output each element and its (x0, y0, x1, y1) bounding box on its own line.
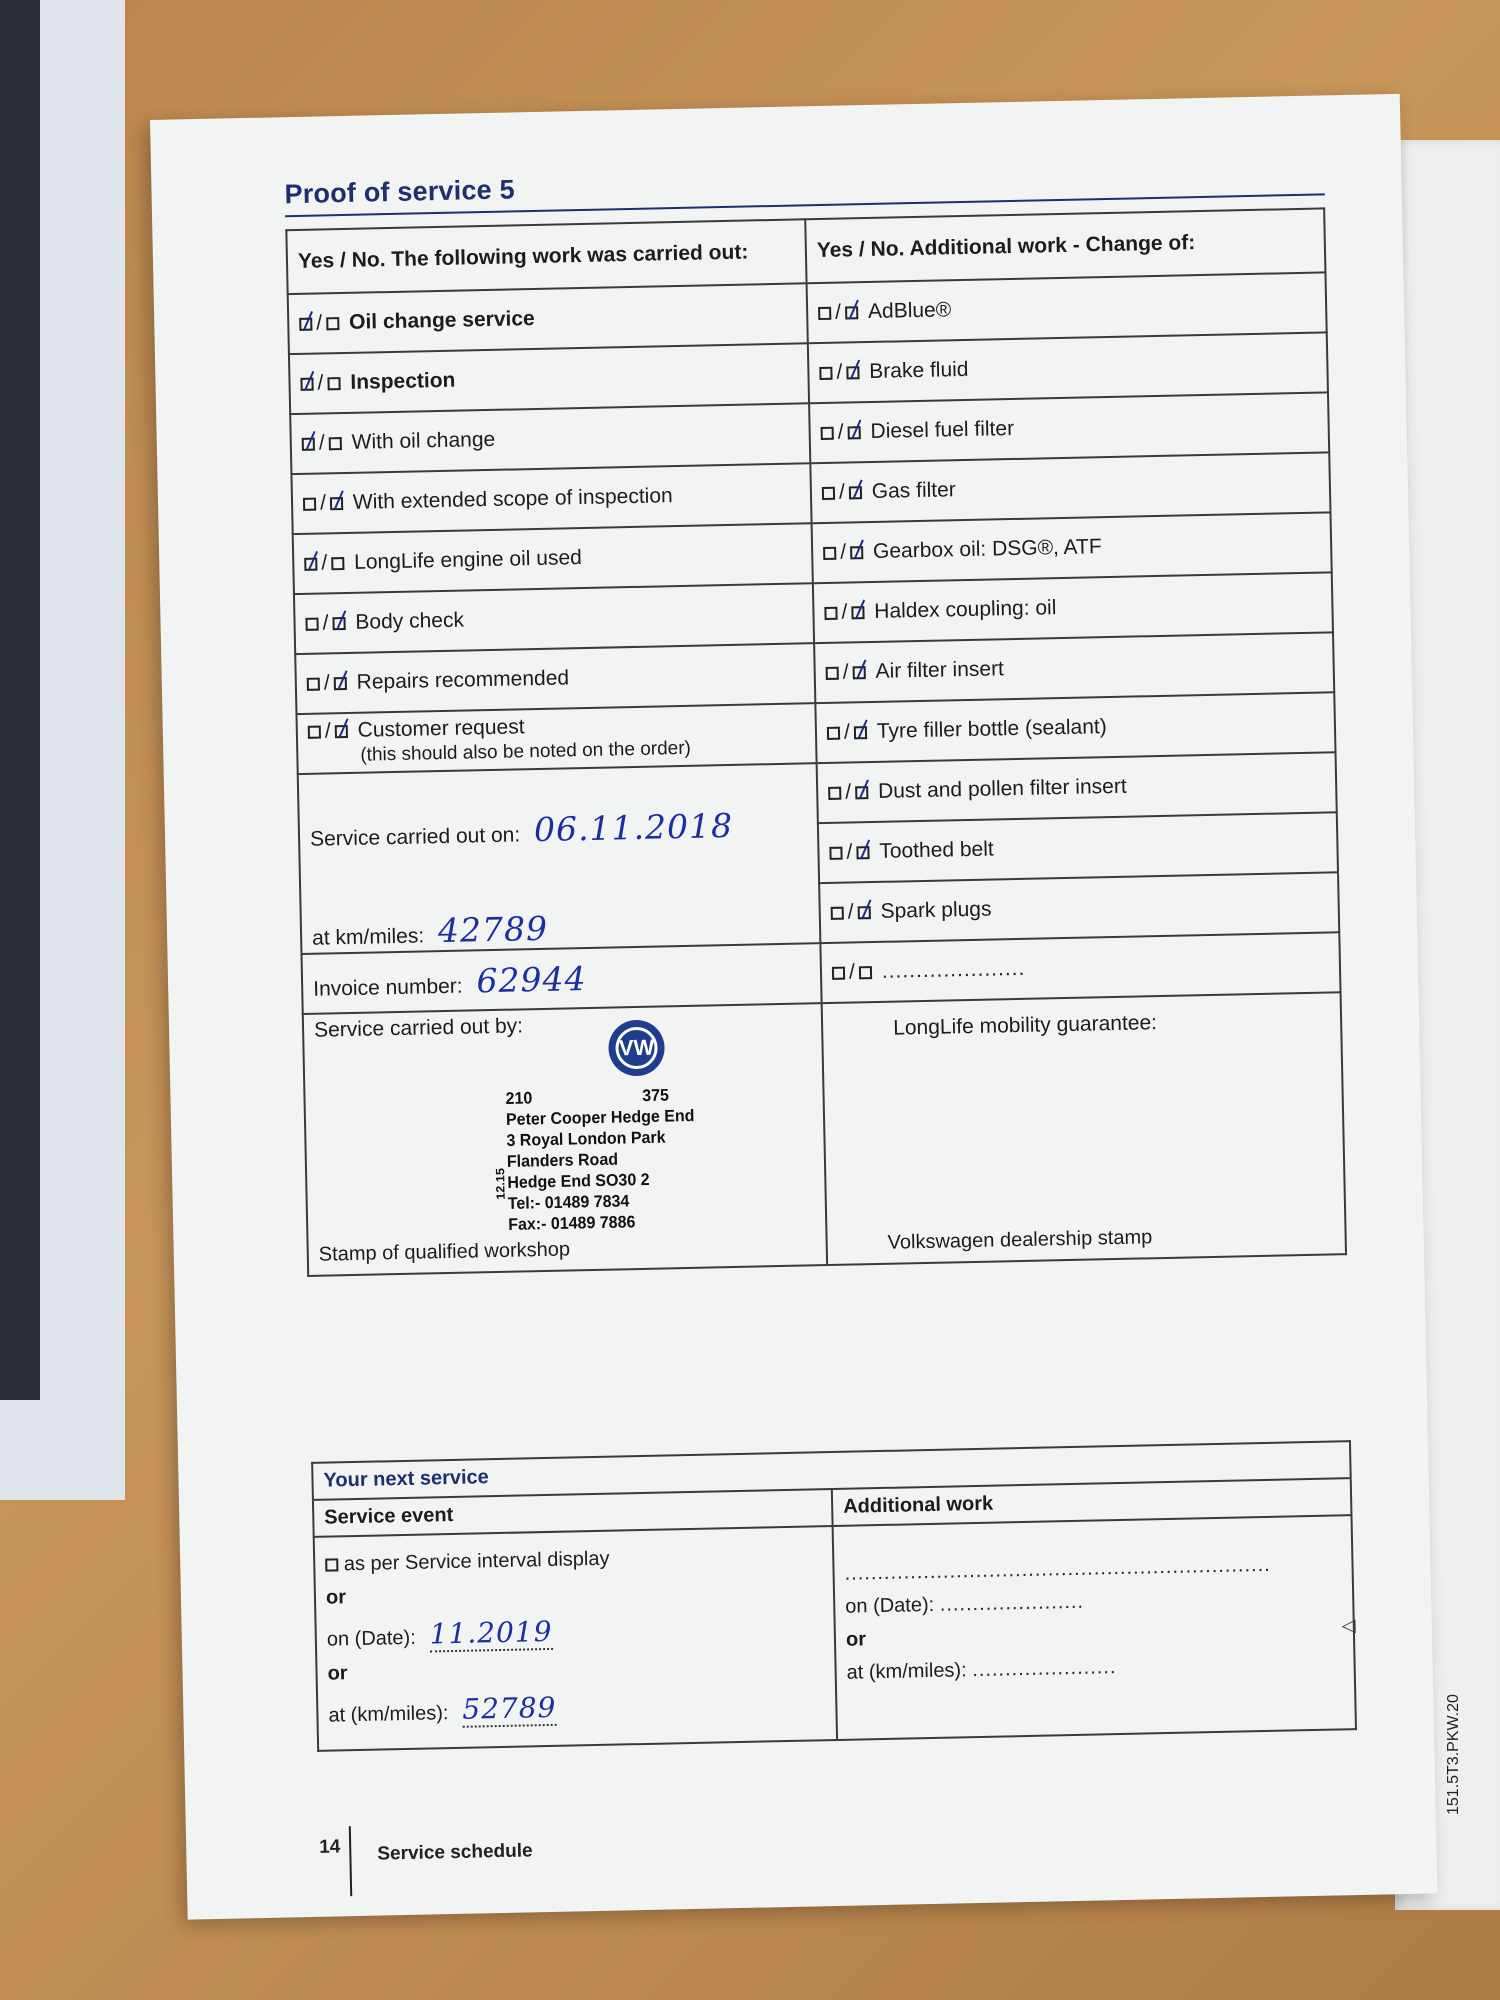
left-item-label: Body check (355, 608, 465, 634)
next-km-label: at (km/miles): (328, 1702, 449, 1727)
no-checkbox[interactable] (850, 546, 863, 559)
next-service-heading: Your next service (323, 1466, 489, 1492)
right-item: / Gas filter (810, 452, 1330, 523)
left-item-sublabel: (this should also be noted on the order) (360, 738, 692, 766)
right-item-label: Tyre filler bottle (sealant) (876, 714, 1107, 743)
right-item-label: Dust and pollen filter insert (877, 774, 1127, 803)
yes-checkbox[interactable] (822, 486, 835, 499)
right-item: / Gearbox oil: DSG®, ATF (812, 512, 1332, 583)
right-item: / Tyre filler bottle (sealant) (815, 692, 1335, 763)
yes-checkbox[interactable] (304, 557, 317, 570)
interval-option: as per Service interval display (343, 1547, 610, 1576)
workshop-stamp-caption: Stamp of qualified workshop (318, 1238, 571, 1266)
service-event-cell (314, 1526, 837, 1751)
no-checkbox[interactable] (332, 617, 345, 630)
no-checkbox[interactable] (847, 426, 860, 439)
yes-checkbox[interactable] (302, 437, 315, 450)
yes-checkbox[interactable] (821, 426, 834, 439)
stamp-address-3: Hedge End SO30 2 (507, 1171, 650, 1193)
right-item-label: Gearbox oil: DSG®, ATF (872, 534, 1102, 563)
right-item-label: Toothed belt (879, 837, 994, 863)
footer-divider (349, 1826, 352, 1896)
side-code: 151.5T3.PKW.20 (1445, 1694, 1462, 1815)
right-item: / ..................... (820, 932, 1340, 1003)
no-checkbox[interactable] (852, 666, 865, 679)
dealer-stamp-cell (822, 992, 1346, 1265)
invoice-label: Invoice number: (312, 974, 463, 1001)
yes-checkbox[interactable] (831, 906, 844, 919)
right-item: / Toothed belt (818, 812, 1338, 883)
additional-work-line: ................................................................. (844, 1553, 1271, 1585)
no-checkbox[interactable] (857, 906, 870, 919)
stamp-side-code: 12.15 (493, 1167, 508, 1200)
right-item-label: Brake fluid (869, 357, 969, 383)
left-header: Yes / No. The following work was carried out: (286, 219, 806, 294)
no-checkbox[interactable] (330, 497, 343, 510)
next-km-value: 52789 (462, 1690, 557, 1726)
left-item: / With oil change (290, 403, 810, 474)
stamp-fax: Fax:- 01489 7886 (508, 1213, 636, 1235)
yes-checkbox[interactable] (307, 677, 320, 690)
workshop-stamp-cell (303, 1003, 827, 1276)
right-item-label: Air filter insert (875, 657, 1005, 683)
no-checkbox[interactable] (335, 725, 348, 738)
service-table (285, 207, 1347, 1277)
stamp-address-1: 3 Royal London Park (506, 1128, 666, 1151)
left-item: / Customer request (this should also be noted on the order) (296, 703, 816, 774)
service-page (150, 94, 1437, 1920)
right-item: / Air filter insert (814, 632, 1334, 703)
right-item: / Brake fluid (808, 332, 1328, 403)
next-date-value: 11.2019 (429, 1614, 553, 1651)
yes-checkbox[interactable] (300, 377, 313, 390)
left-item: / Inspection (289, 343, 809, 414)
no-checkbox[interactable] (849, 486, 862, 499)
no-checkbox[interactable] (859, 966, 872, 979)
km-label: at km/miles: (311, 924, 425, 950)
service-event-header: Service event (313, 1489, 833, 1537)
right-item-label: Spark plugs (880, 897, 992, 923)
add-km-label: at (km/miles): (846, 1659, 967, 1684)
yes-checkbox[interactable] (829, 846, 842, 859)
additional-work-header: Additional work (832, 1478, 1352, 1526)
yes-checkbox[interactable] (827, 726, 840, 739)
left-item: / Body check (294, 583, 814, 654)
next-date-label: on (Date): (326, 1626, 417, 1651)
stamp-name: Peter Cooper Hedge End (505, 1107, 695, 1130)
no-checkbox[interactable] (329, 437, 342, 450)
next-service-table (311, 1440, 1357, 1752)
section-name: Service schedule (377, 1840, 533, 1865)
yes-checkbox[interactable] (824, 606, 837, 619)
right-header: Yes / No. Additional work - Change of: (805, 208, 1325, 283)
right-item-label: Haldex coupling: oil (874, 595, 1057, 623)
km-value: 42789 (437, 908, 549, 951)
invoice-value: 62944 (476, 958, 587, 1000)
no-checkbox[interactable] (334, 677, 347, 690)
page-number: 14 (318, 1836, 341, 1858)
left-item-label: Repairs recommended (356, 666, 570, 694)
left-item-label: Inspection (350, 368, 456, 394)
stamp-code-left: 210 (505, 1089, 533, 1109)
add-km-dots: ...................... (971, 1656, 1117, 1682)
or-text: or (325, 1586, 347, 1609)
no-checkbox[interactable] (854, 726, 867, 739)
checklist-rows (288, 272, 1346, 1276)
yes-checkbox[interactable] (305, 617, 318, 630)
yes-checkbox[interactable] (826, 666, 839, 679)
service-date-label: Service carried out on: (309, 823, 521, 851)
left-item-label: With extended scope of inspection (352, 483, 673, 514)
additional-work-cell (833, 1515, 1356, 1740)
or-text: or (327, 1662, 348, 1685)
service-date-value: 06.11.2018 (533, 805, 734, 850)
no-checkbox[interactable] (846, 366, 859, 379)
dealer-stamp-caption: Volkswagen dealership stamp (887, 1226, 1153, 1254)
left-item-label: With oil change (351, 427, 496, 454)
right-item: / AdBlue® (807, 272, 1327, 343)
add-date-dots: ...................... (939, 1590, 1085, 1616)
stamp-row (303, 992, 1346, 1276)
left-item: / LongLife engine oil used (293, 523, 813, 594)
left-item-label: LongLife engine oil used (353, 545, 583, 574)
add-date-label: on (Date): (845, 1593, 935, 1618)
yes-checkbox[interactable] (299, 317, 312, 330)
no-checkbox[interactable] (331, 557, 344, 570)
right-item-blank: ..................... (881, 956, 1026, 983)
right-item: / Diesel fuel filter (809, 392, 1329, 463)
no-checkbox[interactable] (851, 606, 864, 619)
background-binder (0, 0, 40, 1400)
left-item: / With extended scope of inspection (291, 463, 811, 534)
longlife-label: LongLife mobility guarantee: (892, 1011, 1158, 1040)
yes-checkbox[interactable] (832, 966, 845, 979)
carried-out-by-label: Service carried out by: (313, 1014, 524, 1042)
invoice-cell (301, 943, 821, 1014)
right-item: / Haldex coupling: oil (813, 572, 1333, 643)
vw-logo-icon (608, 1019, 665, 1076)
no-checkbox[interactable] (326, 317, 339, 330)
stamp-address-2: Flanders Road (506, 1150, 619, 1172)
vw-logo-mark: VW (615, 1027, 658, 1070)
yes-checkbox[interactable] (819, 366, 832, 379)
right-item-label: Gas filter (871, 477, 957, 503)
right-item-label: Diesel fuel filter (870, 416, 1015, 443)
right-item: / Dust and pollen filter insert (817, 752, 1337, 823)
continue-triangle-icon: ◁ (1341, 1615, 1356, 1636)
left-item: / Repairs recommended (295, 643, 815, 714)
no-checkbox[interactable] (845, 306, 858, 319)
yes-checkbox[interactable] (308, 725, 321, 738)
left-item-label: Oil change service (348, 306, 535, 334)
interval-checkbox[interactable] (325, 1559, 338, 1572)
left-item-label: Customer request (357, 715, 525, 742)
yes-checkbox[interactable] (823, 546, 836, 559)
stamp-code-right: 375 (642, 1086, 670, 1106)
stamp-tel: Tel:- 01489 7834 (507, 1192, 630, 1214)
no-checkbox[interactable] (855, 786, 868, 799)
no-checkbox[interactable] (856, 846, 869, 859)
yes-checkbox[interactable] (818, 306, 831, 319)
yes-checkbox[interactable] (828, 786, 841, 799)
no-checkbox[interactable] (327, 377, 340, 390)
left-item: / Oil change service (288, 283, 808, 354)
service-date-cell (298, 763, 821, 954)
or-text: or (845, 1628, 867, 1651)
right-item-label: AdBlue® (867, 298, 952, 323)
right-item: / Spark plugs (819, 872, 1339, 943)
workshop-stamp (493, 1085, 697, 1236)
yes-checkbox[interactable] (303, 497, 316, 510)
page-title: Proof of service 5 (284, 174, 516, 210)
